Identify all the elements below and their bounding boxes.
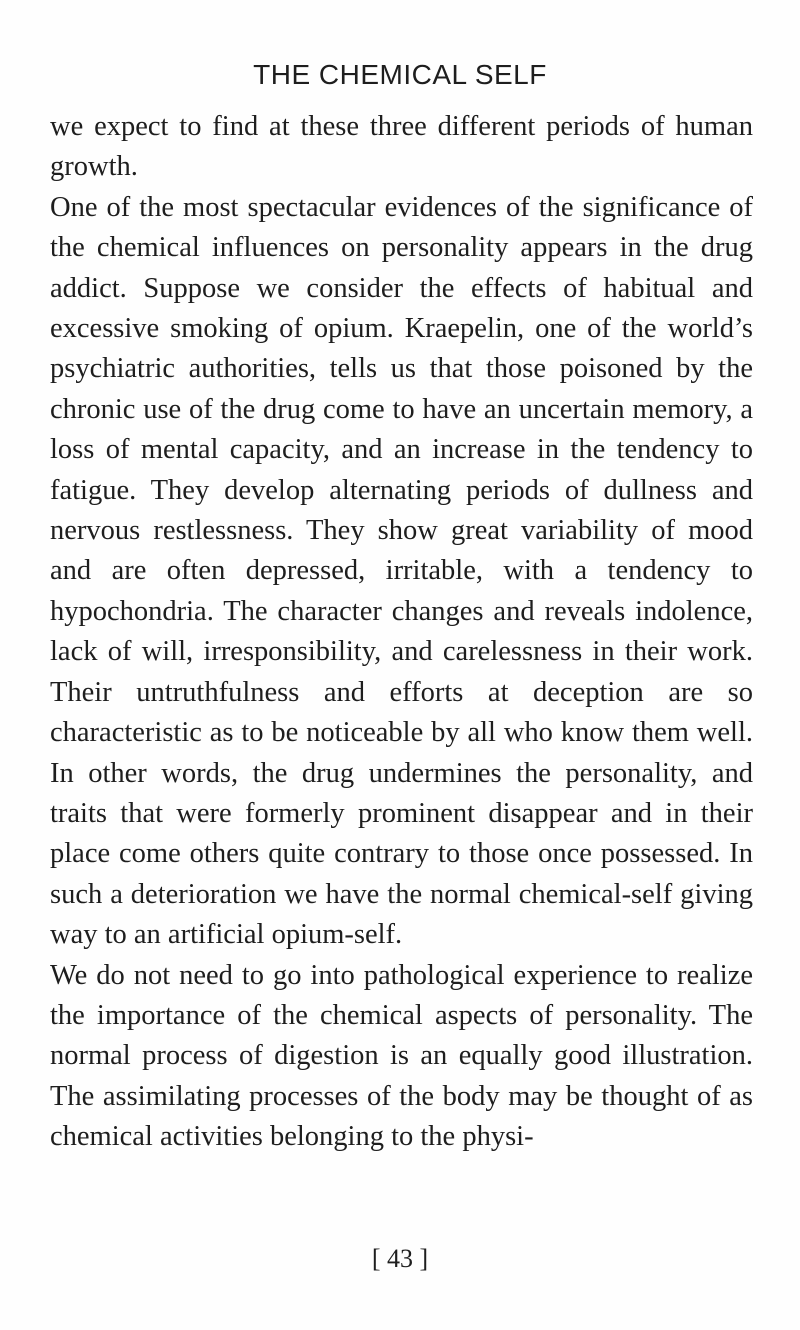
page-number: [ 43 ] [371,1244,429,1273]
paragraph: We do not need to go into pathological experience to realize the importance of the chemical aspects of personality. The normal process of digestion is an equally good illustration. The assimilating processes of the body may be thought of as chemical activities belonging to the physi- [50,959,753,1153]
paragraph: One of the most spectacular evidences of the significance of the chemical influences on personality appears in the drug addict. Suppose we consider the effects of habitual and excessive smoking of opium. Kraepelin, one of the world’s psychiatric authorities, tells us that those poisoned by the chronic use of the drug come to have an uncertain memory, a loss of mental capacity, and an increase in the tendency to fatigue. They develop alternating periods of dullness and nervous restlessness. They show great variability of mood and are often depressed, irritable, with a tendency to hypochondria. The character changes and reveals indolence, lack of will, irresponsibility, and carelessness in their work. Their untruthfulness and efforts at deception are so characteristic as to be noticeable by all who know them well. In other words, the drug undermines the personality, and traits that were formerly prominent disappear and in their place come others quite contrary to those once possessed. In such a deterioration we have the normal chemical-self giving way to an artificial opium-self. [50,191,753,951]
paragraph: we expect to find at these three different periods of human growth. [50,111,753,183]
body-text [50,107,753,1158]
running-head: THE CHEMICAL SELF [253,59,547,90]
